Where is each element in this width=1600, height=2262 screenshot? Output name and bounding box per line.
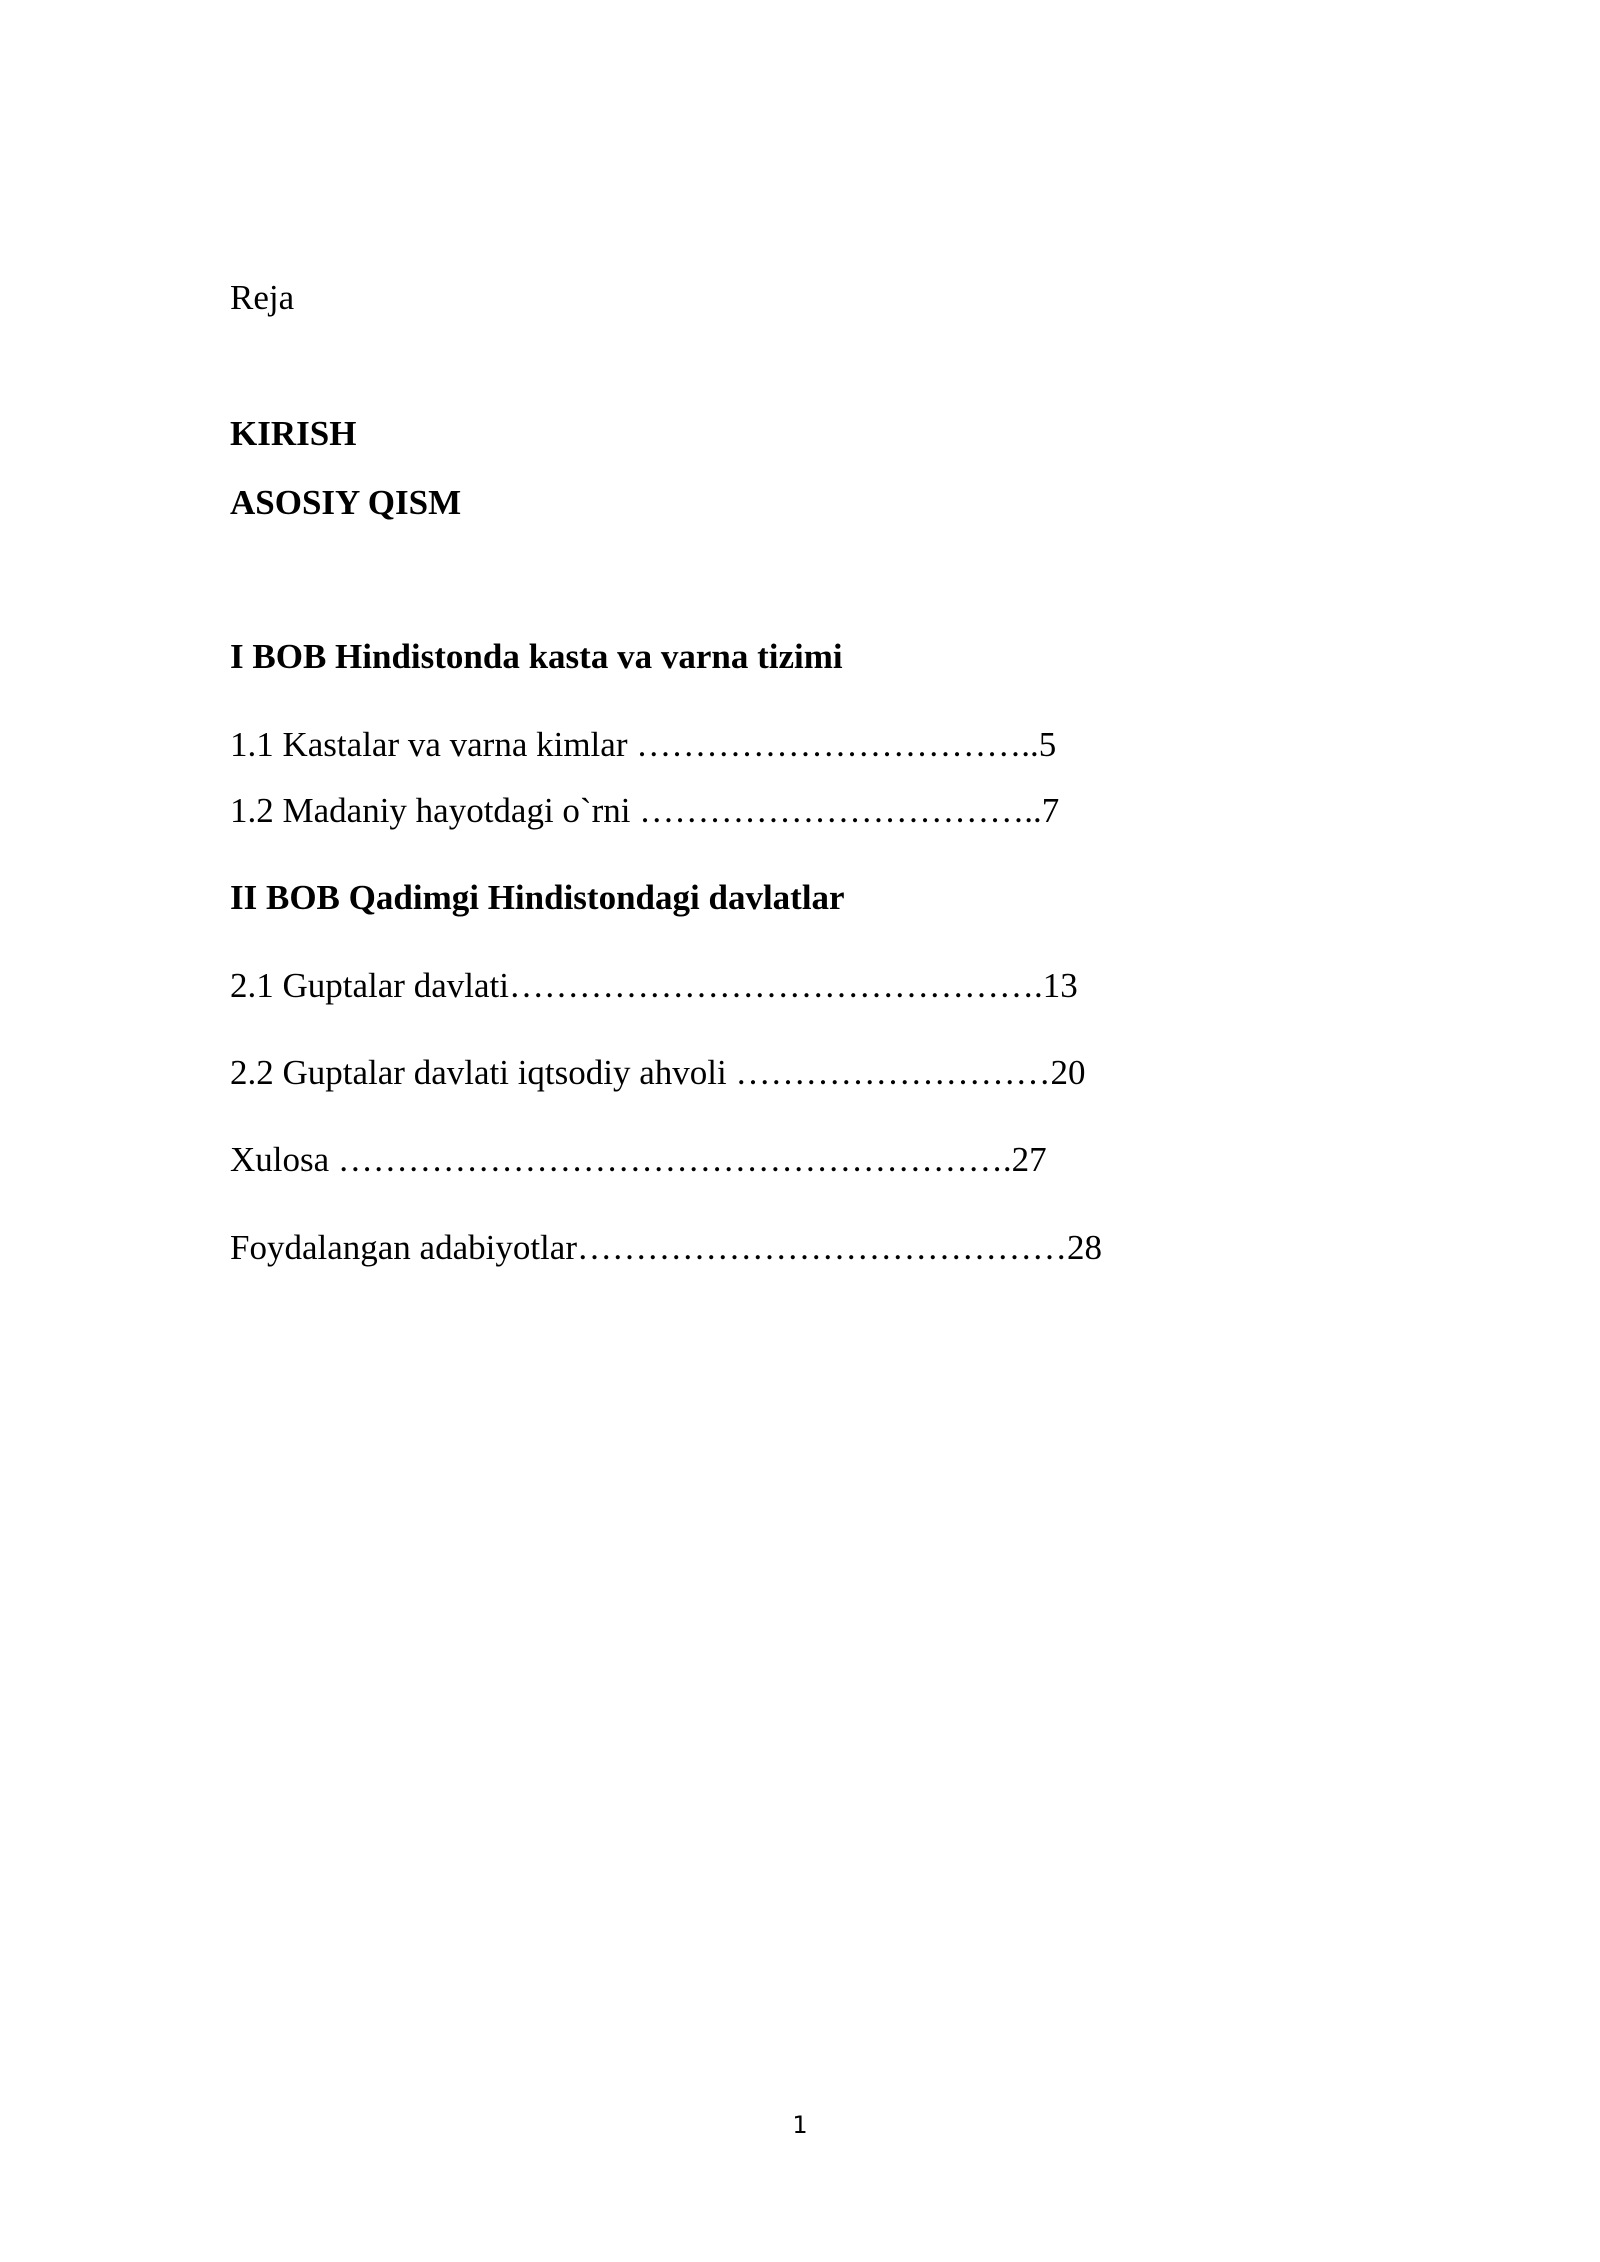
section-main-part: ASOSIY QISM — [230, 483, 462, 522]
toc-entry: 2.2 Guptalar davlati iqtsodiy ahvoli ………………………20 — [230, 1053, 1086, 1092]
chapter-1-heading: I BOB Hindistonda kasta va varna tizimi — [230, 637, 843, 676]
toc-entry: 2.1 Guptalar davlati……………………………………….13 — [230, 966, 1078, 1005]
chapter-2-heading: II BOB Qadimgi Hindistondagi davlatlar — [230, 878, 845, 917]
page-number: 1 — [792, 2111, 808, 2139]
toc-conclusion: Xulosa ………………………………………………….27 — [230, 1140, 1047, 1179]
toc-references: Foydalangan adabiyotlar……………………………………28 — [230, 1228, 1102, 1267]
toc-entry: 1.2 Madaniy hayotdagi o`rni ……………………………..7 — [230, 791, 1060, 830]
plan-title: Reja — [230, 278, 295, 317]
toc-entry: 1.1 Kastalar va varna kimlar ……………………………..5 — [230, 725, 1057, 764]
section-introduction: KIRISH — [230, 414, 357, 453]
